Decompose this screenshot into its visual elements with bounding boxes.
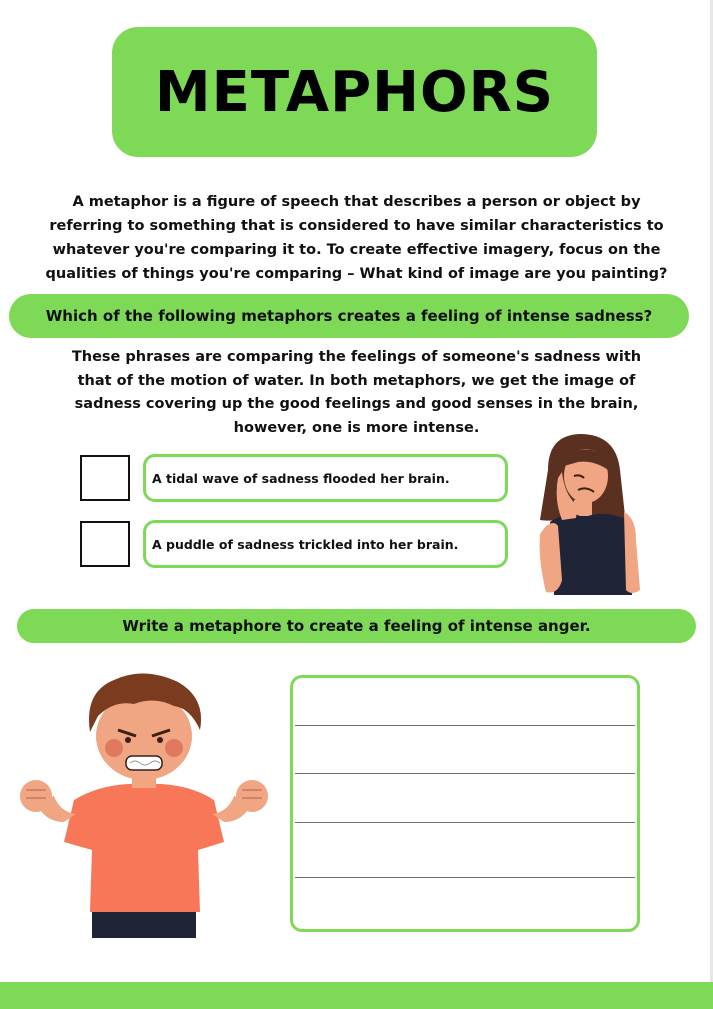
- writing-line: [295, 877, 635, 878]
- writing-line: [295, 822, 635, 823]
- page-title: METAPHORS: [154, 59, 555, 125]
- question-1-text: Which of the following metaphors creates a feeling of intense sadness?: [45, 307, 653, 325]
- question-1-banner: [9, 294, 689, 338]
- question-2-text: Write a metaphore to create a feeling of intense anger.: [122, 617, 591, 635]
- option-2-label: A puddle of sadness trickled into her brain.: [152, 536, 459, 552]
- writing-line: [295, 773, 635, 774]
- option-1-checkbox[interactable]: [80, 455, 130, 501]
- sad-woman-illustration: [528, 430, 658, 600]
- option-1: [143, 454, 508, 502]
- option-1-label: A tidal wave of sadness flooded her brain.: [152, 470, 450, 486]
- explanation-paragraph: These phrases are comparing the feelings of someone's sadness with that of the motion of water. In both metaphors, we get the image of sadness covering up the good feelings and good senses in the brain, however, one is more intense.: [71, 349, 642, 436]
- title-banner: [112, 27, 597, 157]
- angry-boy-illustration: [14, 672, 274, 938]
- intro-paragraph: A metaphor is a figure of speech that describes a person or object by referring to something that is considered to have similar characteristics to whatever you're comparing it to. To create effective imagery, focus on the qualities of things you're comparing – What kind of image are you painting?: [45, 194, 668, 282]
- writing-line: [295, 725, 635, 726]
- option-2: [143, 520, 508, 568]
- answer-writing-box[interactable]: [290, 675, 640, 932]
- footer-bar: [0, 982, 713, 1009]
- option-2-checkbox[interactable]: [80, 521, 130, 567]
- question-2-banner: [17, 609, 696, 643]
